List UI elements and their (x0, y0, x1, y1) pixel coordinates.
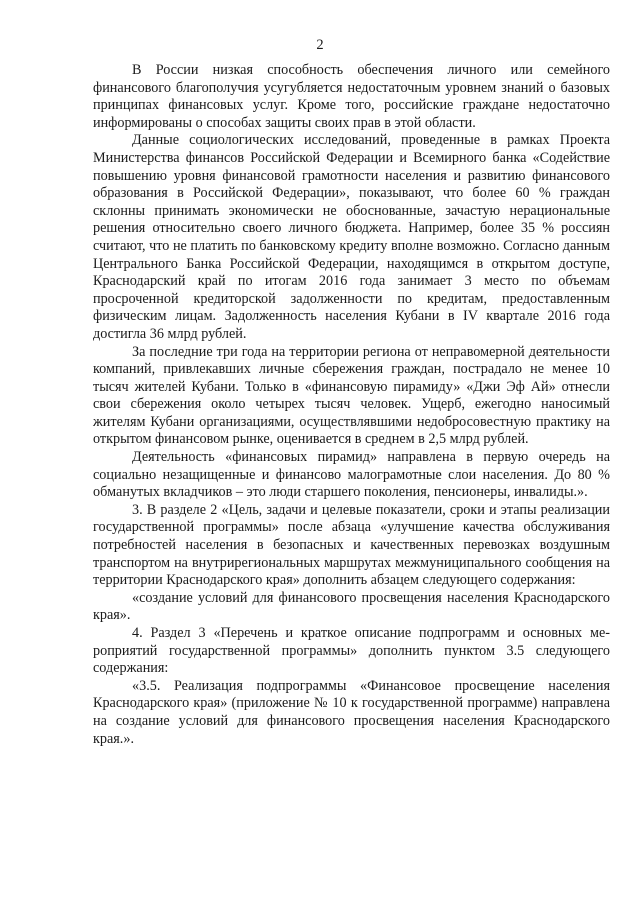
document-body (93, 62, 610, 748)
paragraph-item-3-5: «3.5. Реализация подпрограммы «Финансовое просвещение населения Краснодарского края» (приложение № 10 к государственной программе) направлена на создание условий для финансового просвещения населения Краснодарского края.». (93, 677, 610, 747)
paragraph-new-item-text: «создание условий для финансового просвещения населения Краснодарского края». (93, 589, 610, 624)
paragraph-section-3-amendment: 4. Раздел 3 «Перечень и краткое описание подпрограмм и основных мероприятий государственной программы» дополнить пунктом 3.5 следующего содержания: (93, 625, 610, 677)
paragraph-section-2-amendment: 3. В разделе 2 «Цель, задачи и целевые показатели, сроки и этапы реализации государственной программы» после абзаца «улучшение качества обслуживания потребностей населения в безопасных и качественных перевозках воздушным транспортом на внутрирегиональных маршрутах межмуниципального сообщения на территории Краснодарского края» дополнить абзацем следующего содержания: (93, 501, 610, 589)
page-number: 2 (316, 37, 324, 53)
paragraph-victims-statistics: За последние три года на территории региона от неправомерной деятельности компаний, привлекавших личные сбережения граждан, пострадало не менее 10 тысяч жителей Кубани. Только в «финансовую пирамиду» «Джи Эф Ай» отнесли свои сбережения около четырех тысяч человек. Ущерб, ежегодно наносимый жителям Кубани организациями, осуществлявшими недобросовестную практику на открытом финансовом рынке, оценивается в среднем в 2,5 млрд рублей. (93, 343, 610, 448)
paragraph-sociological-research: Данные социологических исследований, проведенные в рамках Проекта Министерства финансов Российской Федерации и Всемирного банка «Содействие повышению уровня финансовой грамотности населения и развитию финансового образования в Российской Федерации», показывают, что более 60 % граждан склонны принимать экономически не обоснованные, зачастую нерациональные решения относительно своего личного бюджета. Например, более 35 % россиян считают, что не платить по банковскому кредиту вполне возможно. Согласно данным Центрального Банка Российской Федерации, находящимся в открытом доступе, Краснодарский край по итогам 2016 года занимает 3 место по объемам просроченной кредиторской задолженности по кредитам, предоставленным физическим лицам. Задолженность населения Кубани в IV квартале 2016 года достигла 36 млрд рублей. (93, 132, 610, 342)
paragraph-financial-wellbeing: В России низкая способность обеспечения личного или семейного финансового благополучия усугубляется недостаточным уровнем знаний о базовых принципах финансовых услуг. Кроме того, российские граждане недостаточно информированы о способах защиты своих прав в этой области. (93, 62, 610, 131)
paragraph-financial-pyramids: Деятельность «финансовых пирамид» направлена в первую очередь на социально незащищенные и финансово малограмотные слои населения. До 80 % обманутых вкладчиков – это люди старшего поколения, пенсионеры, инвалиды.». (93, 449, 610, 501)
